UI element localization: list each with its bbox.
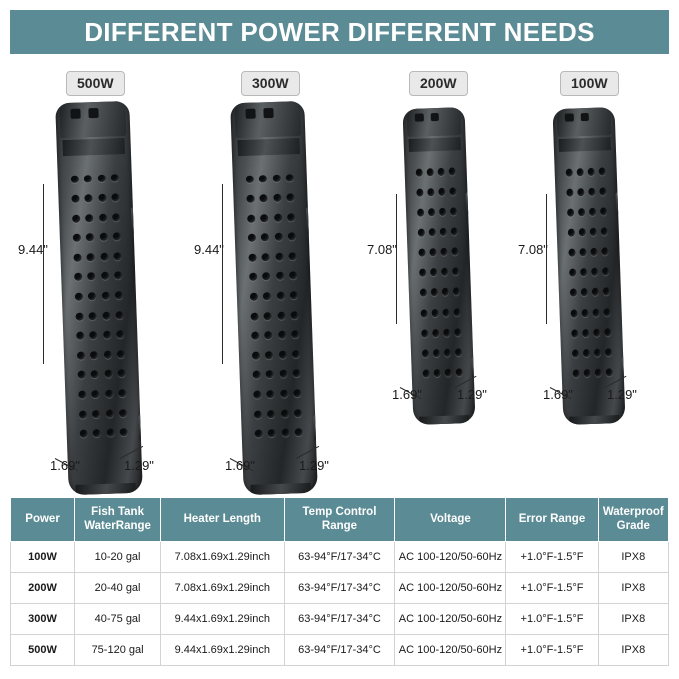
heater-body <box>230 101 318 495</box>
heater-500w <box>55 101 143 495</box>
heater-bracket <box>466 192 473 214</box>
heater-vent-grid <box>413 161 465 384</box>
column-header-tank-range: Fish Tank WaterRange <box>75 498 161 542</box>
heater-neck <box>409 137 461 151</box>
column-header-waterproof: Waterproof Grade <box>598 498 668 542</box>
product-illustration-area <box>0 54 679 492</box>
dim-width-100w: 1.69" <box>543 387 573 402</box>
cell-length: 9.44x1.69x1.29inch <box>161 634 284 665</box>
cell-error: +1.0°F-1.5°F <box>506 634 598 665</box>
heater-foot <box>76 483 136 495</box>
table-row <box>11 634 669 665</box>
power-badge-200w: 200W <box>409 71 468 96</box>
heater-bracket <box>131 206 139 234</box>
table-row <box>11 572 669 603</box>
cell-tank-range: 10-20 gal <box>75 541 161 572</box>
cell-temp-range: 63-94°F/17-34°C <box>284 541 395 572</box>
power-badge-500w: 500W <box>66 71 125 96</box>
cell-waterproof: IPX8 <box>598 634 668 665</box>
cell-power: 300W <box>11 603 75 634</box>
cell-voltage: AC 100-120/50-60Hz <box>395 541 506 572</box>
cell-voltage: AC 100-120/50-60Hz <box>395 634 506 665</box>
column-header-temp-range: Temp Control Range <box>284 498 395 542</box>
cap-slot <box>580 113 589 121</box>
heater-neck <box>62 138 125 156</box>
cell-power: 100W <box>11 541 75 572</box>
heater-cap <box>60 101 126 139</box>
cell-power: 500W <box>11 634 75 665</box>
heater-vent-grid <box>243 168 306 444</box>
heater-cap <box>556 107 612 137</box>
cell-tank-range: 20-40 gal <box>75 572 161 603</box>
dim-width-500w: 1.69" <box>50 458 80 473</box>
dim-line-200w-height <box>396 194 397 324</box>
column-header-power: Power <box>11 498 75 542</box>
table-row <box>11 603 669 634</box>
column-header-length: Heater Length <box>161 498 284 542</box>
header-banner <box>10 10 669 54</box>
heater-body <box>403 107 476 425</box>
cell-tank-range: 75-120 gal <box>75 634 161 665</box>
dim-height-500w: 9.44" <box>18 242 48 257</box>
dim-depth-500w: 1.29" <box>124 458 154 473</box>
cell-error: +1.0°F-1.5°F <box>506 572 598 603</box>
heater-vent-grid <box>68 168 131 444</box>
cell-waterproof: IPX8 <box>598 603 668 634</box>
cell-length: 7.08x1.69x1.29inch <box>161 541 284 572</box>
heater-foot <box>569 415 619 425</box>
power-badge-300w: 300W <box>241 71 300 96</box>
cell-error: +1.0°F-1.5°F <box>506 603 598 634</box>
dim-width-200w: 1.69" <box>392 387 422 402</box>
heater-bracket <box>138 414 143 442</box>
dim-depth-200w: 1.29" <box>457 387 487 402</box>
cell-error: +1.0°F-1.5°F <box>506 541 598 572</box>
cell-temp-range: 63-94°F/17-34°C <box>284 603 395 634</box>
heater-cap <box>235 101 301 139</box>
cap-slot <box>263 108 274 118</box>
heater-bracket <box>616 192 623 214</box>
heater-300w <box>230 101 318 495</box>
cell-voltage: AC 100-120/50-60Hz <box>395 603 506 634</box>
cell-length: 9.44x1.69x1.29inch <box>161 603 284 634</box>
spec-table <box>10 497 669 666</box>
cell-tank-range: 40-75 gal <box>75 603 161 634</box>
dim-line-100w-height <box>546 194 547 324</box>
dim-depth-300w: 1.29" <box>299 458 329 473</box>
cell-waterproof: IPX8 <box>598 541 668 572</box>
cell-power: 200W <box>11 572 75 603</box>
heater-neck <box>237 138 300 156</box>
cap-slot <box>88 108 99 118</box>
heater-vent-grid <box>563 161 615 384</box>
dim-height-300w: 9.44" <box>194 242 224 257</box>
column-header-error: Error Range <box>506 498 598 542</box>
heater-foot <box>419 415 469 425</box>
dim-width-300w: 1.69" <box>225 458 255 473</box>
cell-temp-range: 63-94°F/17-34°C <box>284 572 395 603</box>
cell-waterproof: IPX8 <box>598 572 668 603</box>
table-header-row <box>11 498 669 542</box>
heater-body <box>55 101 143 495</box>
heater-neck <box>559 137 611 151</box>
cap-slot <box>565 114 574 122</box>
dim-height-200w: 7.08" <box>367 242 397 257</box>
cap-slot <box>415 114 424 122</box>
dim-line-500w-height <box>43 184 44 364</box>
cap-slot <box>70 109 81 119</box>
heater-body <box>553 107 626 425</box>
cell-length: 7.08x1.69x1.29inch <box>161 572 284 603</box>
page-title: DIFFERENT POWER DIFFERENT NEEDS <box>84 16 595 47</box>
power-badge-100w: 100W <box>560 71 619 96</box>
cap-slot <box>430 113 439 121</box>
heater-bracket <box>306 206 314 234</box>
dim-depth-100w: 1.29" <box>607 387 637 402</box>
column-header-voltage: Voltage <box>395 498 506 542</box>
dim-line-300w-height <box>222 184 223 364</box>
heater-foot <box>251 483 311 495</box>
dim-height-100w: 7.08" <box>518 242 548 257</box>
cell-voltage: AC 100-120/50-60Hz <box>395 572 506 603</box>
heater-200w <box>403 107 476 425</box>
heater-cap <box>406 107 462 137</box>
heater-bracket <box>313 414 318 442</box>
cap-slot <box>245 109 256 119</box>
heater-100w <box>553 107 626 425</box>
table-row <box>11 541 669 572</box>
cell-temp-range: 63-94°F/17-34°C <box>284 634 395 665</box>
